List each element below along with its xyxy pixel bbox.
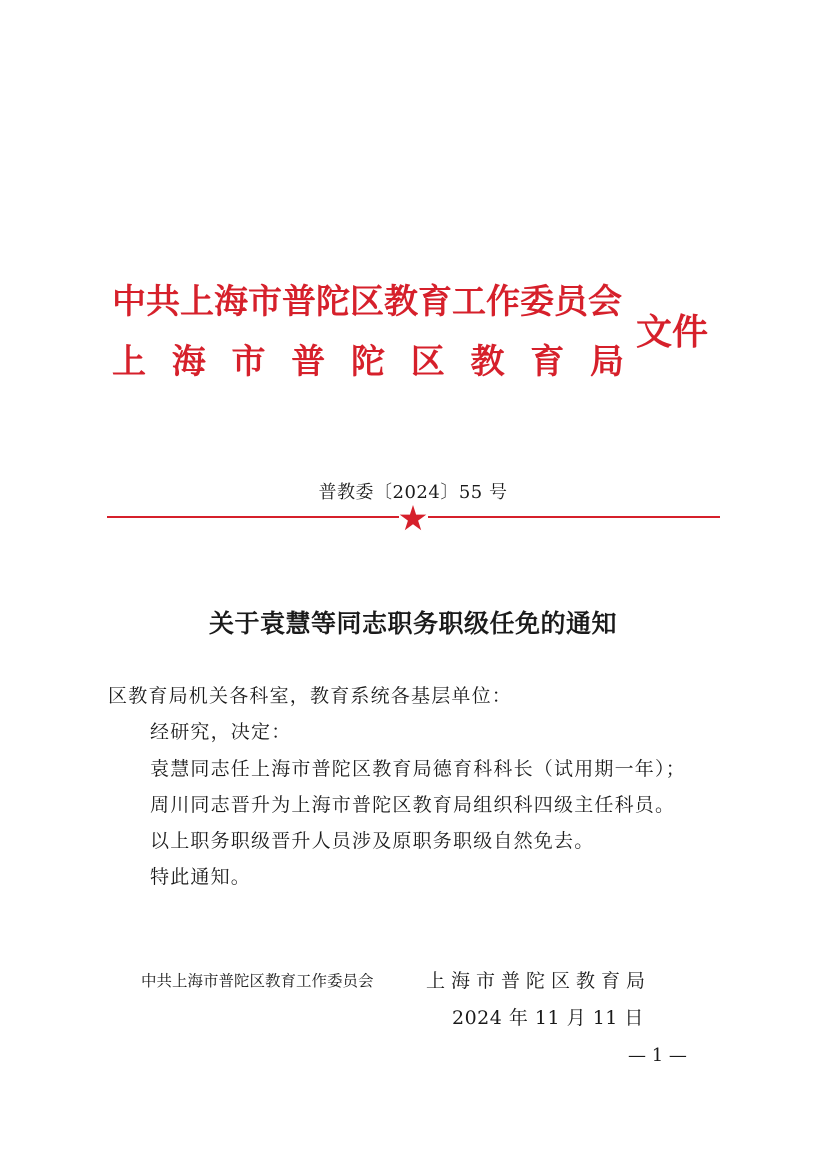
body-paragraph: 周川同志晋升为上海市普陀区教育局组织科四级主任科员。 <box>150 794 676 816</box>
signature-org-1: 中共上海市普陀区教育工作委员会 <box>141 972 374 990</box>
org-line-2-char: 陀 <box>351 342 385 382</box>
issuing-org-line-2 <box>112 334 624 383</box>
signature-date: 2024 年 11 月 11 日 <box>452 1007 644 1029</box>
document-label: 文件 <box>636 311 709 353</box>
org-line-2-char: 教 <box>470 342 505 382</box>
page-number: — 1 — <box>628 1045 687 1066</box>
org-line-2-char: 海 <box>171 342 206 382</box>
org-line-2-char: 市 <box>231 342 266 382</box>
signature-org-2: 上海市普陀区教育局 <box>426 970 652 992</box>
org-line-2-char: 育 <box>530 342 565 382</box>
org-line-2-char: 普 <box>291 342 326 382</box>
org-line-2-char: 上 <box>112 342 146 382</box>
document-number: 普教委〔2024〕55 号 <box>318 482 508 503</box>
issuing-org-line-1: 中共上海市普陀区教育工作委员会 <box>112 282 622 322</box>
body-paragraph: 以上职务职级晋升人员涉及原职务职级自然免去。 <box>150 830 595 852</box>
addressee: 区教育局机关各科室，教育系统各基层单位： <box>108 685 513 707</box>
body-paragraph: 袁慧同志任上海市普陀区教育局德育科科长（试用期一年）； <box>150 758 686 780</box>
star-icon <box>398 503 428 533</box>
document-title: 关于袁慧等同志职务职级任免的通知 <box>208 609 617 638</box>
separator-rule-right <box>428 516 720 518</box>
org-line-2-char: 区 <box>410 342 445 382</box>
org-line-2-char: 局 <box>590 342 624 382</box>
separator-rule-left <box>107 516 399 518</box>
body-paragraph: 特此通知。 <box>150 866 252 888</box>
body-paragraph: 经研究，决定： <box>150 721 292 743</box>
